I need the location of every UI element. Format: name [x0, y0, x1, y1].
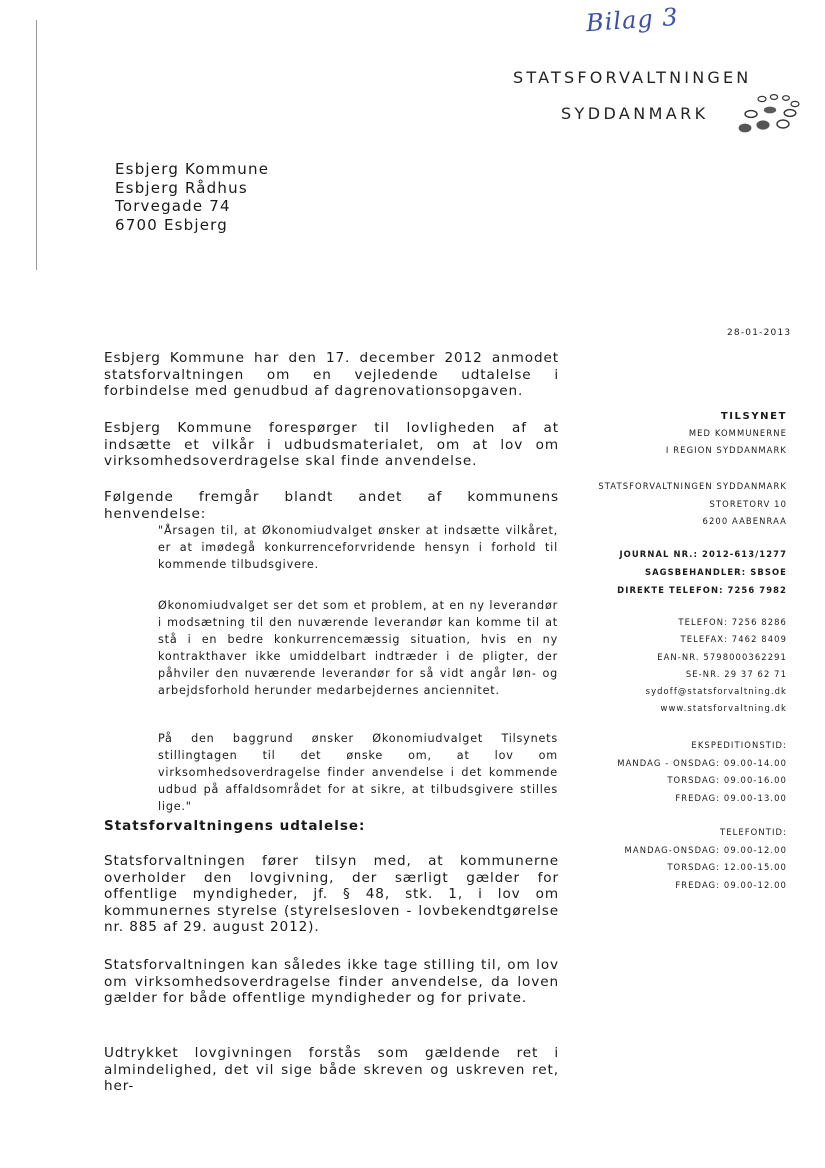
body-paragraph-3: [104, 489, 559, 522]
opening-hours-line: FREDAG: 09.00-13.00: [675, 793, 787, 804]
recipient-line: 6700 Esbjerg: [115, 215, 228, 234]
recipient-line: Torvegade 74: [115, 197, 231, 215]
statsforvaltning-logo-icon: [734, 90, 804, 140]
sidebar-opening-hours: [575, 737, 787, 808]
tilsynet-line: MED KOMMUNERNE: [688, 428, 787, 438]
paragraph-text: Udtrykket lovgivningen forstås som gældende ret i almindelighed, det vil sige både skreven og uskreven ret, her-: [104, 1045, 559, 1094]
recipient-line: Esbjerg Kommune: [115, 160, 270, 178]
phone-hours-line: MANDAG-ONSDAG: 09.00-12.00: [624, 844, 787, 855]
paragraph-text: Følgende fremgår blandt andet af kommunens henvendelse:: [104, 489, 559, 522]
case-officer: SAGSBEHANDLER: SBSOE: [644, 567, 787, 577]
direct-phone: DIREKTE TELEFON: 7256 7982: [617, 585, 787, 595]
phone-hours-line: FREDAG: 09.00-12.00: [675, 880, 787, 891]
contact-email: sydoff@statsforvaltning.dk: [645, 686, 787, 697]
sidebar-journal: [575, 545, 787, 599]
contact-phone: TELEFON: 7256 8286: [678, 617, 787, 627]
sidebar-tilsynet: [575, 408, 787, 459]
sidebar-address: [575, 478, 787, 531]
quote-text: Økonomiudvalget ser det som et problem, at en ny leverandør i modsætning til den nuværende leverandør kan komme til at stå i en bedre konkurrencemæssig situation, hvis en ny kontrakthaver ikke umiddelbart indtræder i de pligter, der påhviler den nuværende leverandør for så vidt angår løn- og arbejdsforhold herunder medarbejdernes anciennitet.: [158, 599, 558, 697]
sidebar-contact: [575, 614, 787, 718]
opening-hours-title: EKSPEDITIONSTID:: [691, 740, 787, 750]
journal-number: JOURNAL NR.: 2012-613/1277: [619, 549, 787, 559]
contact-fax: TELEFAX: 7462 8409: [680, 634, 787, 645]
opening-hours-line: MANDAG - ONSDAG: 09.00-14.00: [617, 757, 787, 768]
recipient-address: [115, 160, 269, 234]
sender-address-line: 6200 AABENRAA: [702, 516, 787, 526]
sidebar-phone-hours: [575, 824, 787, 895]
paragraph-text: Esbjerg Kommune har den 17. december 2012 anmodet statsforvaltningen om en vejledende udtalelse i forbindelse med genudbud af dagrenovationsopgaven.: [104, 350, 559, 399]
phone-hours-title: TELEFONTID:: [720, 827, 787, 837]
body-paragraph-5: [104, 957, 559, 1007]
body-paragraph-6: [104, 1045, 559, 1095]
tilsynet-title: TILSYNET: [720, 411, 787, 422]
letterhead-region: SYDDANMARK: [561, 104, 709, 123]
phone-hours-line: TORSDAG: 12.00-15.00: [667, 862, 787, 873]
contact-ean: EAN-NR. 5798000362291: [657, 651, 787, 662]
tilsynet-line: I REGION SYDDANMARK: [665, 445, 787, 455]
quote-text: "Årsagen til, at Økonomiudvalget ønsker at indsætte vilkåret, er at imødegå konkurrenceforvridende hensyn i forhold til kommende tilbudsgivere.: [158, 524, 558, 571]
contact-se: SE-NR. 29 37 62 71: [685, 668, 787, 679]
opening-hours-line: TORSDAG: 09.00-16.00: [667, 775, 787, 786]
body-paragraph-2: [104, 420, 559, 470]
letter-date: 28-01-2013: [727, 328, 792, 338]
page-margin-line: [36, 20, 37, 270]
paragraph-text: Statsforvaltningen fører tilsyn med, at kommunerne overholder den lovgivning, der særligt gælder for offentlige myndigheder, jf. § 48, stk. 1, i lov om kommunernes styrelse (styrelsesloven - lovbekendtgørelse nr. 885 af 29. august 2012).: [104, 853, 559, 935]
paragraph-text: Statsforvaltningen kan således ikke tage stilling til, om lov om virksomhedsoverdragelse finder anvendelse, da loven gælder for både offentlige myndigheder og for private.: [104, 957, 559, 1006]
quote-paragraph-2: [158, 597, 558, 699]
quote-paragraph-1: [158, 522, 558, 573]
quote-text: På den baggrund ønsker Økonomiudvalget Tilsynets stillingtagen til det ønske om, at lov om virksomhedsoverdragelse finder anvendelse i det kommende udbud på affaldsområdet for at sikre, at tilbudsgivere stilles lige.": [158, 732, 558, 813]
sender-address-line: STATSFORVALTNINGEN SYDDANMARK: [598, 481, 787, 491]
body-paragraph-1: [104, 350, 559, 400]
sender-address-line: STORETORV 10: [709, 498, 787, 509]
recipient-line: Esbjerg Rådhus: [115, 178, 248, 197]
body-paragraph-4: [104, 853, 559, 936]
letterhead-name: STATSFORVALTNINGEN: [513, 68, 752, 87]
paragraph-text: Esbjerg Kommune forespørger til lovligheden af at indsætte et vilkår i udbudsmaterialet, om at lov om virksomhedsoverdragelse skal finde anvendelse.: [104, 420, 559, 469]
contact-website: www.statsforvaltning.dk: [660, 703, 787, 714]
handwritten-annotation: Bilag 3: [585, 2, 680, 38]
quote-paragraph-3: [158, 730, 558, 815]
section-heading: Statsforvaltningens udtalelse:: [104, 818, 366, 834]
